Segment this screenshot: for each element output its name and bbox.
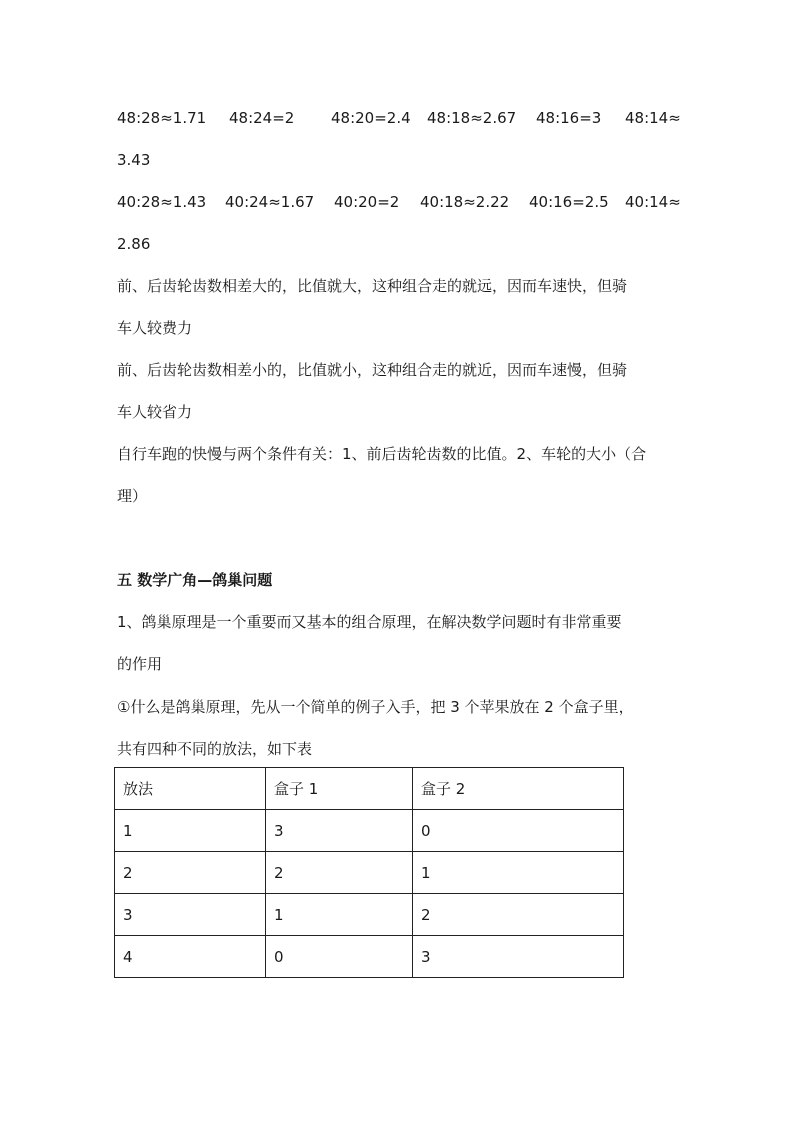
paragraph-line: 共有四种不同的放法，如下表 [117,740,313,758]
table-header-cell: 盒子 2 [413,768,624,810]
table-cell: 2 [266,852,413,894]
table-header-cell: 盒子 1 [266,768,413,810]
table-cell: 2 [115,852,266,894]
ratio-item: 48:20=2.4 [331,109,411,127]
paragraph-line: 的作用 [117,655,163,673]
paragraph-line: 前、后齿轮齿数相差大的，比值就大，这种组合走的就远，因而车速快，但骑 [117,277,628,295]
paragraph-line: 车人较省力 [117,403,193,421]
ratio-item: 40:28≈1.43 [117,193,207,211]
table-cell: 3 [266,810,413,852]
ratio-item: 48:16=3 [536,109,602,127]
ratio-row-48-continued: 3.43 [117,151,151,169]
table-cell: 0 [413,810,624,852]
table-cell: 1 [266,894,413,936]
paragraph-line: 1、鸽巢原理是一个重要而又基本的组合原理，在解决数学问题时有非常重要 [117,613,622,631]
table-row [115,894,624,936]
paragraph-line: 理） [117,487,148,505]
paragraph-line: 前、后齿轮齿数相差小的，比值就小，这种组合走的就近，因而车速慢，但骑 [117,361,628,379]
table-cell: 1 [115,810,266,852]
table-cell: 4 [115,936,266,978]
ratio-item: 48:28≈1.71 [117,109,207,127]
table-header-cell: 放法 [115,768,266,810]
ratio-item: 48:14≈ [625,109,681,127]
table-row [115,810,624,852]
paragraph-line: 自行车跑的快慢与两个条件有关：1、前后齿轮齿数的比值。2、车轮的大小（合 [117,445,647,463]
table-row [115,852,624,894]
ratio-item: 40:16=2.5 [529,193,609,211]
ratio-item: 40:14≈ [625,193,681,211]
paragraph-line: 车人较费力 [117,319,193,337]
table-cell: 2 [413,894,624,936]
table-cell: 3 [413,936,624,978]
arrangement-table [114,767,624,978]
ratio-item: 40:24≈1.67 [225,193,315,211]
table-cell: 1 [413,852,624,894]
section-title: 五 数学广角—鸽巢问题 [117,571,273,589]
ratio-item: 40:20=2 [334,193,400,211]
table-cell: 0 [266,936,413,978]
ratio-row-40-continued: 2.86 [117,235,151,253]
table-cell: 3 [115,894,266,936]
table-header-row [115,768,624,810]
paragraph-line: ①什么是鸽巢原理，先从一个简单的例子入手，把 3 个苹果放在 2 个盒子里， [117,698,634,716]
ratio-row-40 [117,192,687,212]
ratio-item: 48:24=2 [229,109,295,127]
ratio-item: 48:18≈2.67 [427,109,517,127]
ratio-row-48 [117,108,687,128]
table-row [115,936,624,978]
ratio-item: 40:18≈2.22 [420,193,510,211]
